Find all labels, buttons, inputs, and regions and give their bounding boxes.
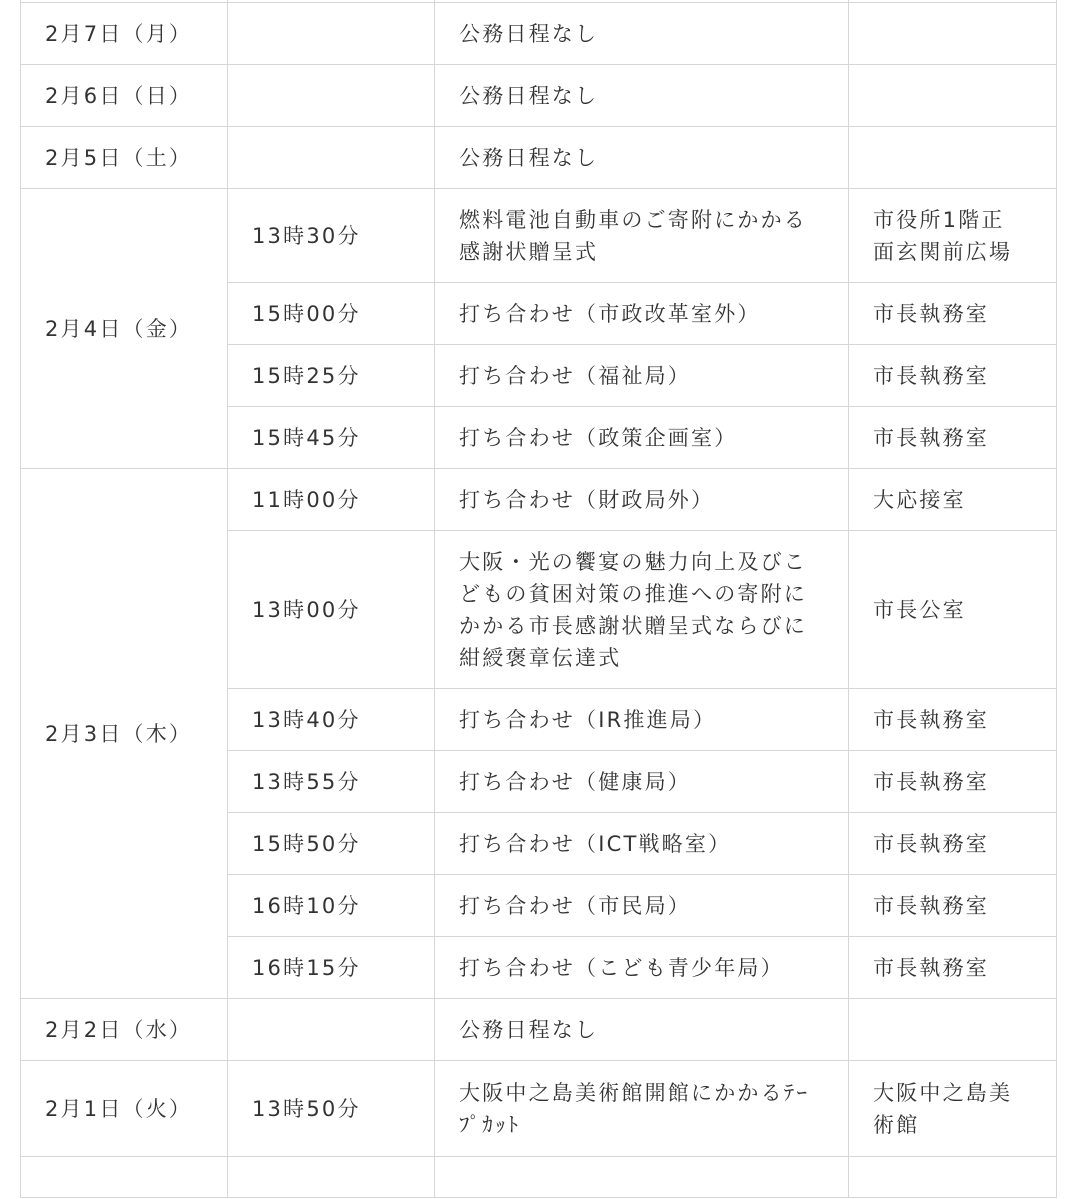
- event-cell: 打ち合わせ（政策企画室）: [435, 407, 849, 469]
- place-cell: [849, 65, 1057, 127]
- place-cell: 市長執務室: [849, 345, 1057, 407]
- place-cell: 市長執務室: [849, 689, 1057, 751]
- place-cell: [849, 3, 1057, 65]
- date-cell: 2月3日（木）: [21, 469, 228, 999]
- event-line: どもの貧困対策の推進への寄附に: [459, 581, 807, 606]
- table-row: [21, 999, 1057, 1061]
- event-cell: 打ち合わせ（市民局）: [435, 875, 849, 937]
- time-cell: 13時40分: [228, 689, 435, 751]
- place-cell: 市長執務室: [849, 937, 1057, 999]
- event-cell: [435, 531, 849, 689]
- place-cell: [849, 127, 1057, 189]
- place-cell: [849, 999, 1057, 1061]
- place-line: 術館: [873, 1112, 920, 1137]
- table-row: [21, 189, 1057, 283]
- place-cell: 市長執務室: [849, 283, 1057, 345]
- date-cell: 2月6日（日）: [21, 65, 228, 127]
- event-cell: 打ち合わせ（健康局）: [435, 751, 849, 813]
- place-cell: [849, 189, 1057, 283]
- event-cell: 公務日程なし: [435, 65, 849, 127]
- place-line: 大阪中之島美: [873, 1080, 1013, 1105]
- time-cell: [228, 127, 435, 189]
- event-cell: [435, 189, 849, 283]
- event-cell: 打ち合わせ（財政局外）: [435, 469, 849, 531]
- table-row: [21, 127, 1057, 189]
- place-cell: 市長執務室: [849, 875, 1057, 937]
- schedule-container: [20, 0, 1056, 1198]
- time-cell: [228, 3, 435, 65]
- time-cell: [228, 999, 435, 1061]
- event-line: 紺綬褒章伝達式: [459, 645, 622, 670]
- table-row: [21, 469, 1057, 531]
- event-line: 大阪・光の饗宴の魅力向上及びこ: [459, 549, 807, 574]
- event-cell: 公務日程なし: [435, 999, 849, 1061]
- event-cell: 打ち合わせ（こども青少年局）: [435, 937, 849, 999]
- date-cell: 2月4日（金）: [21, 189, 228, 469]
- place-line: 市役所1階正: [873, 207, 1005, 232]
- time-cell: 13時50分: [228, 1061, 435, 1157]
- time-cell: 16時10分: [228, 875, 435, 937]
- event-line: かかる市長感謝状贈呈式ならびに: [459, 613, 807, 638]
- place-cell: 市長執務室: [849, 407, 1057, 469]
- table-row: [21, 1061, 1057, 1157]
- place-cell: 市長執務室: [849, 813, 1057, 875]
- schedule-table: [20, 0, 1057, 1198]
- table-row: [21, 65, 1057, 127]
- time-cell: 15時50分: [228, 813, 435, 875]
- place-cell: 市長公室: [849, 531, 1057, 689]
- time-cell: 15時45分: [228, 407, 435, 469]
- place-cell: 大応接室: [849, 469, 1057, 531]
- event-line: 大阪中之島美術館開館にかかるﾃｰ: [459, 1080, 810, 1105]
- place-cell: [849, 1061, 1057, 1157]
- time-cell: 13時00分: [228, 531, 435, 689]
- date-cell: 2月5日（土）: [21, 127, 228, 189]
- event-line: 感謝状贈呈式: [459, 239, 599, 264]
- event-cell: 公務日程なし: [435, 3, 849, 65]
- time-cell: 11時00分: [228, 469, 435, 531]
- time-cell: [228, 65, 435, 127]
- event-line: 燃料電池自動車のご寄附にかかる: [459, 207, 807, 232]
- place-cell: 市長執務室: [849, 751, 1057, 813]
- time-cell: 15時00分: [228, 283, 435, 345]
- date-cell: 2月2日（水）: [21, 999, 228, 1061]
- event-cell: 打ち合わせ（市政改革室外）: [435, 283, 849, 345]
- place-line: 面玄関前広場: [873, 239, 1013, 264]
- table-row: [21, 3, 1057, 65]
- event-line: ﾌﾟｶｯﾄ: [459, 1112, 521, 1137]
- event-cell: [435, 1061, 849, 1157]
- table-row-cut-off: [21, 1157, 1057, 1198]
- event-cell: 打ち合わせ（ICT戦略室）: [435, 813, 849, 875]
- event-cell: 打ち合わせ（IR推進局）: [435, 689, 849, 751]
- time-cell: 13時30分: [228, 189, 435, 283]
- date-cell: 2月7日（月）: [21, 3, 228, 65]
- time-cell: 13時55分: [228, 751, 435, 813]
- time-cell: 16時15分: [228, 937, 435, 999]
- time-cell: 15時25分: [228, 345, 435, 407]
- date-cell: 2月1日（火）: [21, 1061, 228, 1157]
- event-cell: 公務日程なし: [435, 127, 849, 189]
- event-cell: 打ち合わせ（福祉局）: [435, 345, 849, 407]
